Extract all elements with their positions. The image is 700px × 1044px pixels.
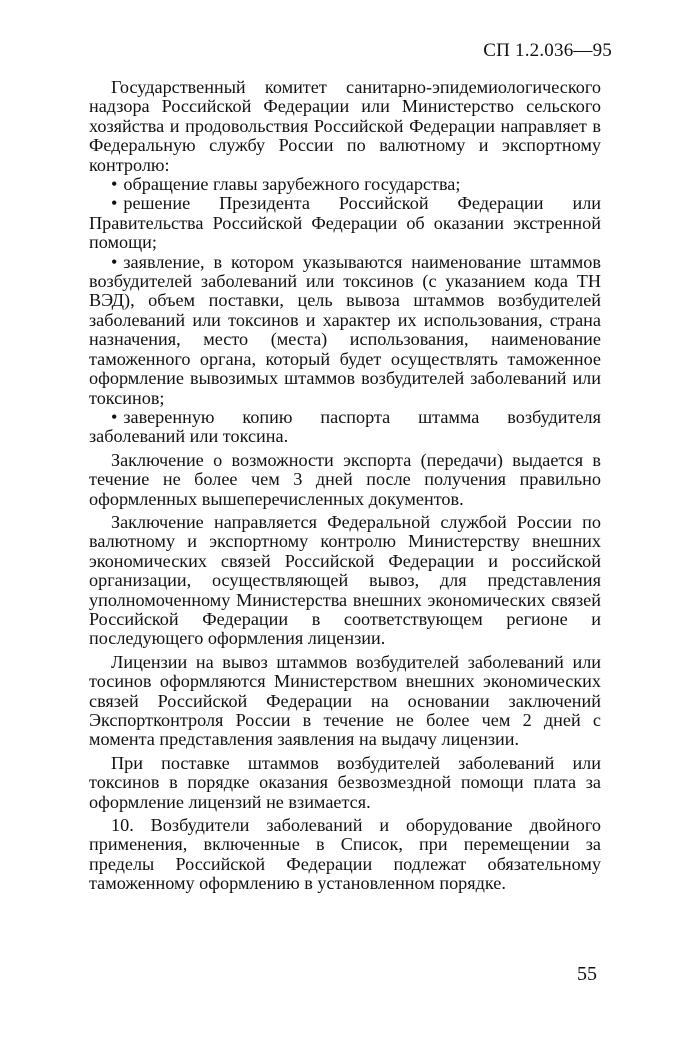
bullet-icon: •	[111, 406, 118, 427]
bullet-icon: •	[111, 193, 118, 214]
bullet-item-application: • заявление, в котором указываются наименование штаммов возбудителей заболеваний или токсинов (с указанием кода ТН ВЭД), объем поставки, цель вывоза штаммов возбудителей заболеваний или токсинов и характер их использования, страна назначения, место (места) использования, наименование таможенного органа, который будет осуществлять таможенное оформление вывозимых штаммов возбудителей заболеваний или токсинов;	[89, 251, 601, 408]
document-code-header: СП 1.2.036—95	[483, 40, 612, 61]
bullet-icon: •	[111, 174, 118, 195]
paragraph-conclusion-term: Заключение о возможности экспорта (передачи) выдается в течение не более чем 3 дней после получения правильно оформленных вышеперечисленных документов.	[89, 449, 601, 509]
bullet-item-address: • обращение главы зарубежного государства;	[111, 174, 461, 195]
bullet-item-passport-copy: • заверенную копию паспорта штамма возбудителя заболеваний или токсина.	[89, 406, 601, 447]
bullet-item-decision: • решение Президента Российской Федерации или Правительства Российской Федерации об оказании экстренной помощи;	[89, 193, 601, 253]
paragraph-licenses: Лицензии на вывоз штаммов возбудителей заболеваний или тосинов оформляются Министерством внешних экономических связей Российской Федерации на основании заключений Экспортконтроля России в течение не более чем 2 дней с момента представления заявления на выдачу лицензии.	[89, 651, 601, 750]
paragraph-intro: Государственный комитет санитарно-эпидемиологического надзора Российской Федерации или Министерство сельского хозяйства и продовольствия Российской Федерации направляет в Федеральную службу России по валютному и экспортному контролю:	[89, 77, 601, 175]
paragraph-free-aid: При поставке штаммов возбудителей заболеваний или токсинов в порядке оказания безвозмездной помощи плата за оформление лицензий не взимается.	[89, 752, 601, 812]
document-body	[89, 78, 601, 898]
paragraph-item-10: 10. Возбудители заболеваний и оборудование двойного применения, включенные в Список, при перемещении за пределы Российской Федерации подлежат обязательному таможенному оформлению в установленном порядке.	[89, 815, 601, 894]
bullet-icon: •	[111, 251, 118, 272]
page-number: 55	[577, 963, 597, 985]
paragraph-conclusion-routing: Заключение направляется Федеральной службой России по валютному и экспортному контролю Министерству внешних экономических связей Российской Федерации и российской организации, осуществляющей вывоз, для представления уполномоченному Министерства внешних экономических связей Российской Федерации в соответствующем регионе и последующего оформления лицензии.	[89, 511, 601, 649]
